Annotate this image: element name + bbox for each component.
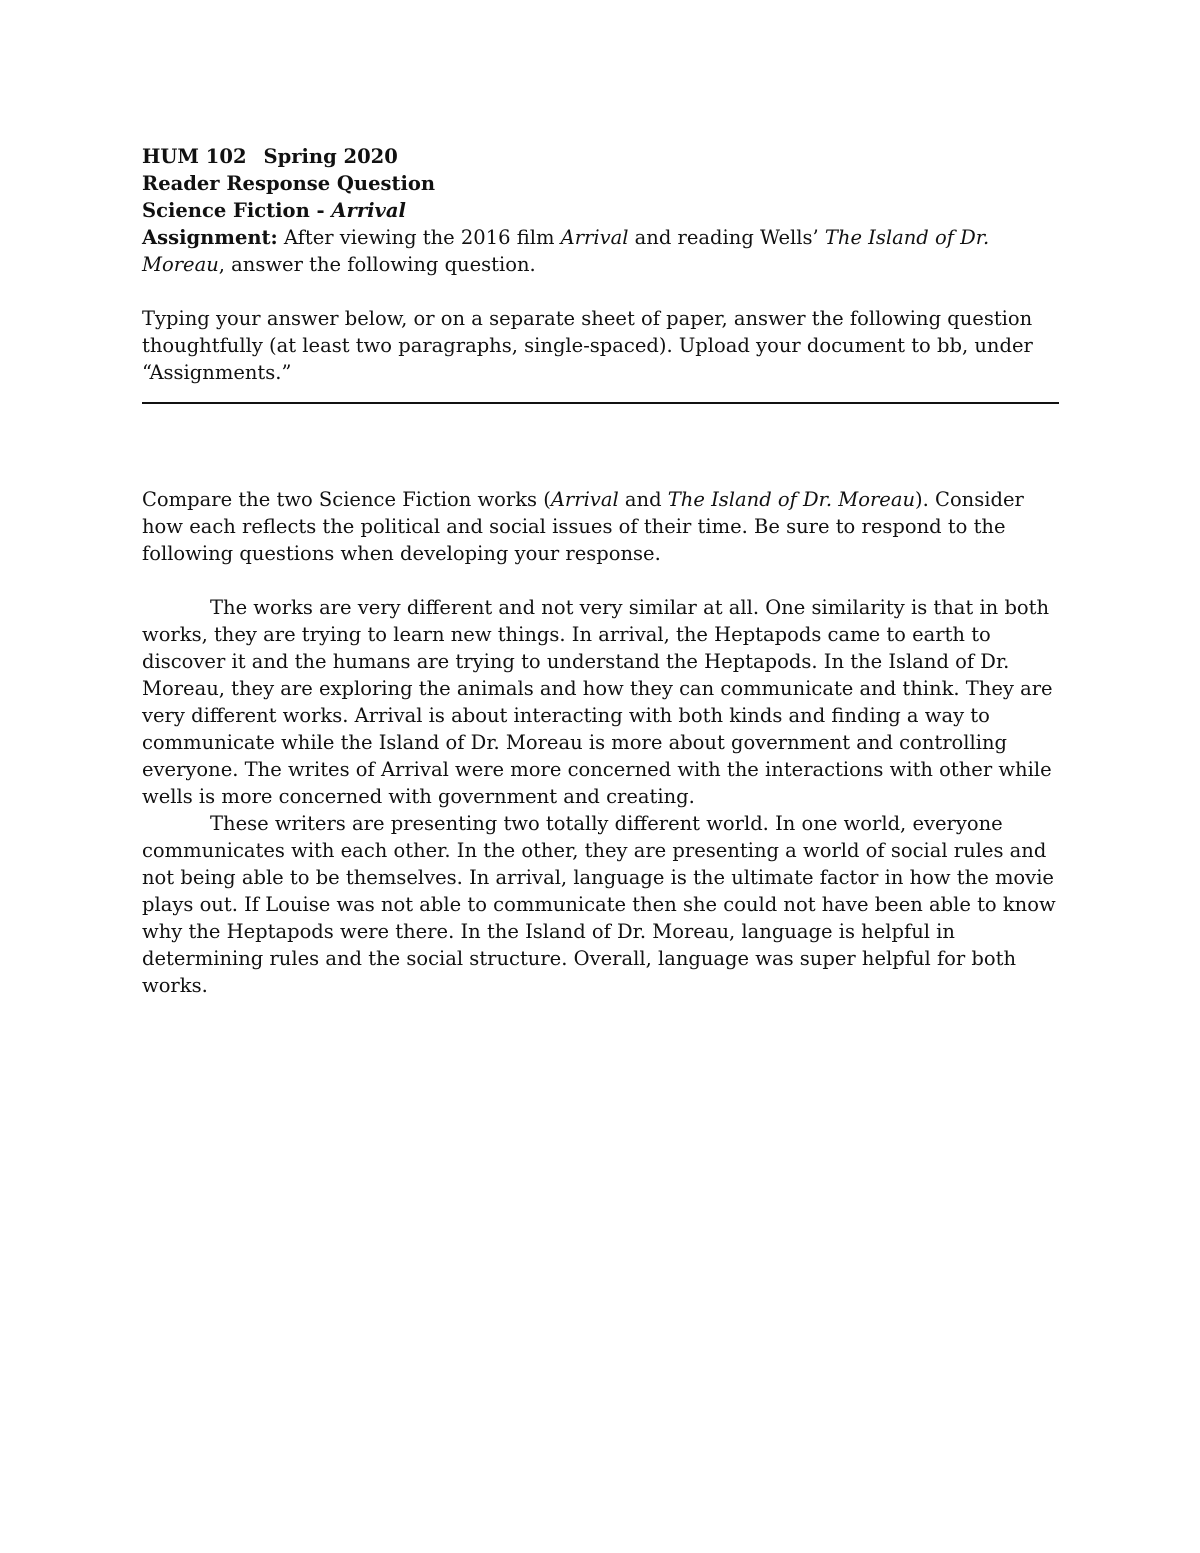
topic-prefix: Science Fiction - (142, 199, 332, 222)
horizontal-rule (142, 402, 1059, 404)
answer-section (142, 594, 1062, 999)
answer-paragraph-2: These writers are presenting two totally different world. In one world, everyone communicates with each other. In the other, they are presenting a world of social rules and not being able to be themselves. In arrival, language is the ultimate factor in how the movie plays out. If Louise was not able to communicate then she could not have been able to know why the Heptapods were there. In the Island of Dr. Moreau, language is helpful in determining rules and the social structure. Overall, language was super helpful for both works. (142, 812, 1056, 997)
document-header (142, 143, 1062, 224)
prompt-paragraph (142, 486, 1062, 567)
topic-title: Arrival (331, 199, 406, 222)
assignment-text: , answer the following question. (218, 253, 536, 276)
course-code: HUM 102 (142, 145, 247, 168)
prompt-text: Compare the two Science Fiction works ( (142, 488, 551, 511)
course-term: Spring 2020 (263, 145, 398, 168)
prompt-text: ). Consider how each reflects the political and social issues of their time. Be sure to respond to the following questions when developing your response. (142, 488, 1024, 565)
answer-paragraph-1: The works are very different and not very similar at all. One similarity is that in both works, they are trying to learn new things. In arrival, the Heptapods came to earth to discover it and the humans are trying to understand the Heptapods. In the Island of Dr. Moreau, they are exploring the animals and how they can communicate and think. They are very different works. Arrival is about interacting with both kinds and finding a way to communicate while the Island of Dr. Moreau is more about government and controlling everyone. The writes of Arrival were more concerned with the interactions with other while wells is more concerned with government and creating. (142, 596, 1053, 808)
assignment-topic (142, 197, 1062, 224)
assignment-label: Assignment: (142, 226, 278, 249)
course-line (142, 143, 1062, 170)
prompt-title-arrival: Arrival (550, 488, 619, 511)
document-page (142, 143, 1062, 999)
instructions-paragraph: Typing your answer below, or on a separate sheet of paper, answer the following question thoughtfully (at least two paragraphs, single-spaced). Upload your document to bb, under “Assignments.” (142, 307, 1033, 384)
prompt-text: and (618, 488, 668, 511)
book-title: The Island of Dr. Moreau (142, 226, 990, 276)
assignment-text: and reading Wells’ (628, 226, 825, 249)
film-title: Arrival (560, 226, 629, 249)
prompt-title-moreau: The Island of Dr. Moreau (667, 488, 916, 511)
assignment-type: Reader Response Question (142, 172, 436, 195)
assignment-text: After viewing the 2016 film (277, 226, 561, 249)
assignment-paragraph (142, 224, 1062, 278)
